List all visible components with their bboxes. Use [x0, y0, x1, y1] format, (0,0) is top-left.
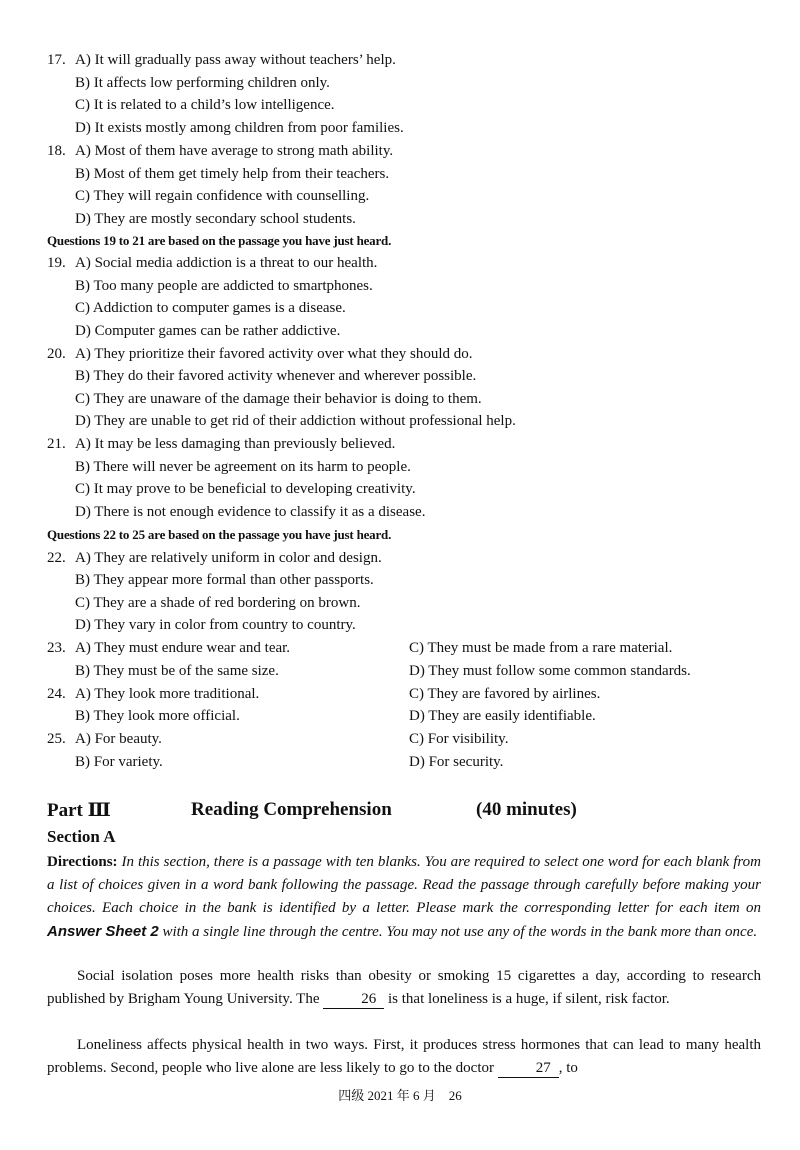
question-number: 24.	[47, 686, 66, 702]
option-b: B) It affects low performing children only.	[75, 75, 330, 91]
paragraph-text: Social isolation poses more health risks than obesity or smoking 15 cigarettes a day, according to research published by Brigham Young University. The	[47, 968, 761, 1007]
option-b: B) They appear more formal than other passports.	[75, 572, 374, 588]
directions-text: In this section, there is a passage with ten blanks. You are required to select one word for each blank from a list of choices given in a word bank following the passage. Read the passage through carefully before making your choices. Each choice in the bank is identified by a letter. Please mark the corresponding letter for each item on	[47, 854, 761, 916]
question-25	[47, 729, 162, 749]
option-d: D) Computer games can be rather addictive.	[75, 323, 341, 339]
option-c: C) It is related to a child’s low intelligence.	[75, 97, 335, 113]
option-c: C) It may prove to be beneficial to developing creativity.	[75, 481, 416, 497]
question-19	[47, 253, 377, 273]
option-a: A) They must endure wear and tear.	[75, 640, 291, 656]
directions-label: Directions:	[47, 854, 118, 870]
option-c: C) They are a shade of red bordering on brown.	[75, 595, 361, 611]
question-23	[47, 638, 290, 658]
question-17	[47, 50, 396, 70]
part-label: Part Ⅲ	[47, 800, 111, 821]
paragraph-text: is that loneliness is a huge, if silent, risk factor.	[384, 991, 670, 1007]
option-d: D) They are easily identifiable.	[409, 708, 596, 724]
option-a: A) They are relatively uniform in color and design.	[75, 550, 382, 566]
directions-text-end: with a single line through the centre. You may not use any of the words in the bank more than once.	[158, 924, 758, 940]
option-c: C) They will regain confidence with counselling.	[75, 188, 370, 204]
question-number: 22.	[47, 550, 66, 566]
option-c: C) They are favored by airlines.	[409, 686, 601, 702]
paragraph-text: , to	[558, 1060, 578, 1076]
question-24	[47, 684, 259, 704]
question-21	[47, 434, 395, 454]
option-d: D) They must follow some common standards.	[409, 663, 691, 679]
part-time: (40 minutes)	[476, 799, 577, 820]
option-a: A) They look more traditional.	[75, 686, 260, 702]
blank-26[interactable]: 26	[323, 990, 384, 1009]
option-a: A) For beauty.	[75, 731, 162, 747]
option-d: D) There is not enough evidence to classify it as a disease.	[75, 504, 426, 520]
blank-27[interactable]: 27	[498, 1059, 559, 1078]
option-b: B) They do their favored activity whenever and wherever possible.	[75, 368, 477, 384]
part-title: Reading Comprehension	[191, 799, 392, 820]
directions	[47, 851, 761, 944]
question-22	[47, 548, 382, 568]
question-number: 19.	[47, 255, 66, 271]
option-d: D) It exists mostly among children from poor families.	[75, 120, 404, 136]
option-a: A) It may be less damaging than previously believed.	[75, 436, 396, 452]
section-heading: Questions 22 to 25 are based on the passage you have just heard.	[47, 527, 392, 542]
section-heading: Questions 19 to 21 are based on the passage you have just heard.	[47, 233, 392, 248]
question-number: 23.	[47, 640, 66, 656]
option-b: B) They must be of the same size.	[75, 663, 279, 679]
option-c: C) They must be made from a rare material.	[409, 640, 673, 656]
option-b: B) Most of them get timely help from their teachers.	[75, 166, 390, 182]
option-d: D) For security.	[409, 754, 504, 770]
question-number: 25.	[47, 731, 66, 747]
option-a: A) They prioritize their favored activity over what they should do.	[75, 346, 473, 362]
option-c: C) They are unaware of the damage their behavior is doing to them.	[75, 391, 482, 407]
option-b: B) They look more official.	[75, 708, 240, 724]
question-20	[47, 344, 473, 364]
section-title: Section A	[47, 827, 116, 846]
option-d: D) They are unable to get rid of their addiction without professional help.	[75, 413, 516, 429]
option-b: B) For variety.	[75, 754, 163, 770]
option-a: A) It will gradually pass away without teachers’ help.	[75, 52, 396, 68]
option-d: D) They are mostly secondary school students.	[75, 211, 356, 227]
passage-paragraph-1	[47, 965, 761, 1011]
option-d: D) They vary in color from country to country.	[75, 617, 356, 633]
option-c: C) Addiction to computer games is a disease.	[75, 300, 346, 316]
passage-paragraph-2	[47, 1034, 761, 1080]
question-number: 21.	[47, 436, 66, 452]
page-footer: 四级 2021 年 6 月 26	[338, 1088, 462, 1103]
option-a: A) Social media addiction is a threat to our health.	[75, 255, 378, 271]
option-b: B) Too many people are addicted to smartphones.	[75, 278, 373, 294]
option-b: B) There will never be agreement on its harm to people.	[75, 459, 411, 475]
question-18	[47, 141, 393, 161]
question-number: 20.	[47, 346, 66, 362]
answer-sheet-ref: Answer Sheet 2	[47, 923, 159, 940]
question-number: 17.	[47, 52, 66, 68]
option-a: A) Most of them have average to strong math ability.	[75, 143, 394, 159]
paragraph-text: Loneliness affects physical health in two ways. First, it produces stress hormones that can lead to many health problems. Second, people who live alone are less likely to go to the doctor	[47, 1037, 761, 1076]
option-c: C) For visibility.	[409, 731, 509, 747]
question-number: 18.	[47, 143, 66, 159]
